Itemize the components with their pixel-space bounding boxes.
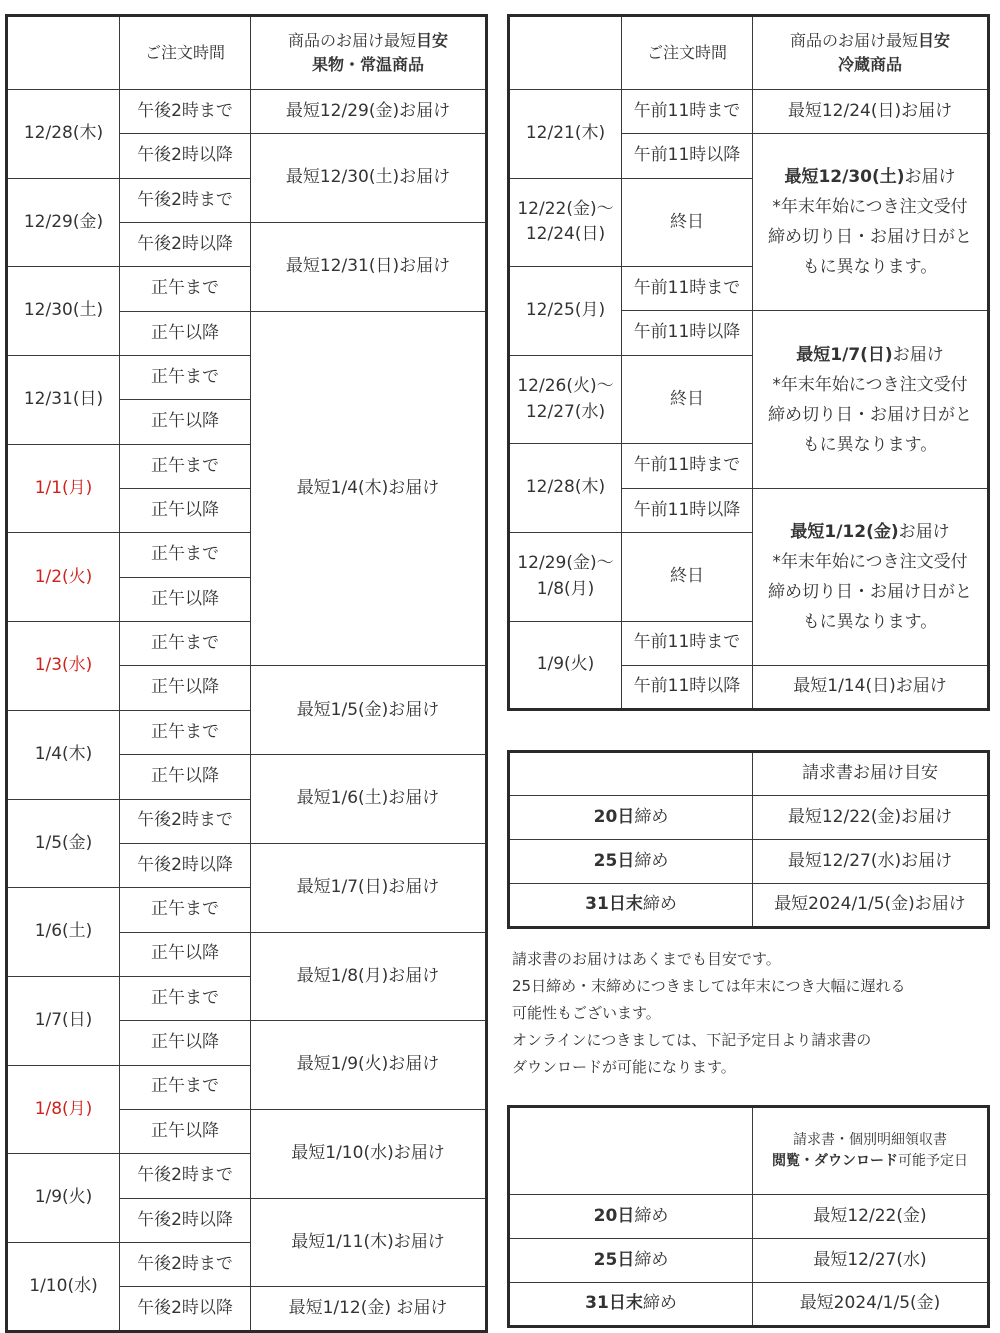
order-date-cell: 12/30(土): [7, 267, 120, 356]
order-date-line: 1/9(火): [536, 654, 595, 675]
closing-row: [509, 840, 989, 884]
closing-value-cell: 最短12/27(水): [753, 1239, 989, 1283]
header-category: 冷蔵商品: [837, 55, 902, 74]
closing-row: [509, 884, 989, 928]
order-time-cell: 正午以降: [120, 489, 251, 533]
closing-day-bold: 20日: [593, 1205, 635, 1226]
closing-value-cell: 最短12/27(水)お届け: [753, 840, 989, 884]
delivery-date-bold: 最短12/30(土): [784, 167, 905, 188]
order-time-cell: 午前11時まで: [622, 444, 753, 488]
delivery-suffix: お届け: [892, 344, 944, 365]
order-time-cell: 午後2時まで: [120, 799, 251, 843]
order-date-line: 12/25(月): [525, 300, 606, 321]
order-date-line: 12/28(木): [525, 477, 606, 498]
delivery-date-cell: 最短1/14(日)お届け: [753, 665, 989, 709]
order-date-line: 12/21(木): [525, 123, 606, 144]
order-time-cell: 終日: [622, 178, 753, 267]
header-blank: [7, 16, 120, 90]
closing-day-cell: [509, 1239, 753, 1283]
order-time-cell: 正午まで: [120, 533, 251, 577]
order-date-cell: 1/1(月): [7, 444, 120, 533]
order-date-cell: [509, 621, 622, 710]
delivery-date-bold: 最短1/7(日): [796, 344, 893, 365]
order-date-cell: 1/7(日): [7, 976, 120, 1065]
delivery-date-cell: 最短1/10(水)お届け: [251, 1109, 487, 1198]
delivery-note-line: もに異なります。: [802, 434, 938, 455]
order-time-cell: 午後2時以降: [120, 1287, 251, 1331]
order-date-line: 1/8(月): [536, 578, 595, 599]
delivery-date-cell: 最短12/30(土)お届け: [251, 134, 487, 223]
delivery-date-cell: 最短12/31(日)お届け: [251, 223, 487, 312]
delivery-main-line: [753, 162, 987, 192]
order-time-cell: 正午以降: [120, 311, 251, 355]
order-time-cell: 正午まで: [120, 710, 251, 754]
delivery-main-line: [753, 340, 987, 370]
order-date-cell: [509, 355, 622, 444]
delivery-date-cell: 最短1/11(木)お届け: [251, 1198, 487, 1287]
order-time-cell: 正午以降: [120, 400, 251, 444]
closing-value-cell: 最短2024/1/5(金)お届け: [753, 884, 989, 928]
closing-day-cell: [509, 1195, 753, 1239]
order-date-cell: 1/8(月): [7, 1065, 120, 1154]
delivery-date-bold: 最短1/12(金): [790, 521, 899, 542]
header-delivery-bold: 目安: [416, 31, 449, 50]
order-date-line: 12/26(火)～: [517, 376, 614, 397]
closing-day-cell: [509, 840, 753, 884]
delivery-main-line: [753, 517, 987, 547]
order-time-cell: 正午まで: [120, 267, 251, 311]
chilled-delivery-schedule-table: [507, 14, 990, 711]
delivery-suffix: お届け: [898, 521, 950, 542]
delivery-note-line: もに異なります。: [802, 611, 938, 632]
order-time-cell: 終日: [622, 532, 753, 621]
order-date-cell: [509, 444, 622, 533]
order-time-cell: 午前11時以降: [622, 134, 753, 178]
order-time-cell: 正午まで: [120, 888, 251, 932]
order-date-cell: 1/2(火): [7, 533, 120, 622]
closing-day-suffix: 締め: [642, 894, 677, 915]
delivery-date-cell: [753, 488, 989, 665]
note-line: 25日締め・末締めにつきましては年末につき大幅に遅れる: [512, 977, 906, 995]
fruit-delivery-schedule-table: [5, 14, 488, 1333]
invoice-delivery-table: [507, 750, 990, 929]
delivery-date-cell: [753, 134, 989, 311]
order-time-cell: 午前11時以降: [622, 311, 753, 355]
closing-day-suffix: 締め: [634, 1249, 669, 1270]
closing-row: [509, 1283, 989, 1327]
delivery-date-cell: 最短1/4(木)お届け: [251, 311, 487, 666]
header-order-time: ご注文時間: [120, 16, 251, 90]
closing-day-bold: 25日: [593, 850, 635, 871]
delivery-note-line: 締め切り日・お届け日がと: [768, 404, 972, 425]
download-header: [753, 1107, 989, 1195]
download-header-blank: [509, 1107, 753, 1195]
order-date-cell: 1/3(水): [7, 622, 120, 711]
delivery-note-line: 締め切り日・お届け日がと: [768, 227, 972, 248]
closing-row: [509, 1239, 989, 1283]
order-date-cell: [509, 267, 622, 356]
closing-day-bold: 25日: [593, 1249, 635, 1270]
delivery-note-line: *年末年始につき注文受付: [772, 551, 968, 572]
invoice-download-table: [507, 1105, 990, 1328]
order-time-cell: 午後2時まで: [120, 178, 251, 222]
closing-day-cell: [509, 796, 753, 840]
order-date-cell: 1/9(火): [7, 1154, 120, 1243]
closing-day-bold: 31日末: [585, 894, 643, 915]
order-date-cell: 12/29(金): [7, 178, 120, 267]
header-order-time: ご注文時間: [622, 16, 753, 90]
order-date-line: 12/24(日): [525, 224, 606, 245]
order-time-cell: 正午まで: [120, 976, 251, 1020]
delivery-date-cell: 最短1/8(月)お届け: [251, 932, 487, 1021]
order-date-cell: 1/10(水): [7, 1242, 120, 1331]
closing-day-suffix: 締め: [634, 806, 669, 827]
order-time-cell: 正午まで: [120, 1065, 251, 1109]
delivery-date-cell: 最短1/5(金)お届け: [251, 666, 487, 755]
closing-day-bold: 31日末: [585, 1293, 643, 1314]
header-delivery-bold: 目安: [918, 31, 951, 50]
header-delivery: [753, 16, 989, 90]
header-delivery-line1: 商品のお届け最短: [789, 31, 918, 50]
delivery-date-cell: 最短1/9(火)お届け: [251, 1021, 487, 1110]
closing-day-suffix: 締め: [634, 850, 669, 871]
invoice-header: 請求書お届け目安: [753, 752, 989, 796]
order-time-cell: 午後2時以降: [120, 134, 251, 178]
delivery-date-cell: [753, 311, 989, 488]
header-delivery-line1: 商品のお届け最短: [287, 31, 416, 50]
order-date-cell: 12/31(日): [7, 356, 120, 445]
order-time-cell: 正午以降: [120, 666, 251, 710]
note-line: ダウンロードが可能になります。: [512, 1058, 736, 1076]
header-delivery: [251, 16, 487, 90]
order-time-cell: 午後2時以降: [120, 223, 251, 267]
order-date-cell: [509, 90, 622, 179]
delivery-date-cell: 最短12/29(金)お届け: [251, 90, 487, 134]
delivery-note-line: *年末年始につき注文受付: [772, 197, 968, 218]
note-line: オンラインにつきましては、下記予定日より請求書の: [512, 1031, 872, 1049]
order-date-cell: 1/5(金): [7, 799, 120, 888]
delivery-date-cell: 最短1/7(日)お届け: [251, 843, 487, 932]
order-date-cell: [509, 532, 622, 621]
delivery-note-line: 締め切り日・お届け日がと: [768, 581, 972, 602]
order-time-cell: 正午以降: [120, 755, 251, 799]
order-time-cell: 正午以降: [120, 932, 251, 976]
closing-day-cell: [509, 1283, 753, 1327]
closing-row: [509, 1195, 989, 1239]
order-time-cell: 正午まで: [120, 622, 251, 666]
order-time-cell: 正午以降: [120, 577, 251, 621]
closing-value-cell: 最短12/22(金)お届け: [753, 796, 989, 840]
delivery-date-cell: 最短1/12(金) お届け: [251, 1287, 487, 1331]
order-date-cell: [509, 178, 622, 267]
order-time-cell: 正午以降: [120, 1021, 251, 1065]
order-time-cell: 正午まで: [120, 356, 251, 400]
order-time-cell: 午後2時以降: [120, 1198, 251, 1242]
closing-row: [509, 796, 989, 840]
order-date-line: 12/29(金)～: [517, 553, 614, 574]
order-time-cell: 正午以降: [120, 1109, 251, 1153]
note-line: 請求書のお届けはあくまでも目安です。: [512, 950, 781, 968]
schedule-row: [509, 90, 989, 134]
order-time-cell: 午後2時まで: [120, 90, 251, 134]
closing-day-suffix: 締め: [634, 1205, 669, 1226]
order-time-cell: 午後2時まで: [120, 1242, 251, 1286]
header-category: 果物・常温商品: [311, 55, 424, 74]
closing-day-bold: 20日: [593, 806, 635, 827]
download-header-rest: 可能予定日: [898, 1153, 968, 1169]
order-date-cell: 12/28(木): [7, 90, 120, 179]
order-date-line: 12/22(金)～: [517, 198, 614, 219]
order-date-cell: 1/4(木): [7, 710, 120, 799]
closing-value-cell: 最短12/22(金): [753, 1195, 989, 1239]
order-time-cell: 午前11時以降: [622, 665, 753, 709]
delivery-suffix: お届け: [904, 167, 956, 188]
order-time-cell: 午前11時まで: [622, 621, 753, 665]
note-line: 可能性もございます。: [512, 1004, 661, 1022]
delivery-date-cell: 最短12/24(日)お届け: [753, 90, 989, 134]
invoice-notes: [512, 946, 982, 1081]
delivery-note-line: もに異なります。: [802, 257, 938, 278]
order-time-cell: 午後2時まで: [120, 1154, 251, 1198]
order-time-cell: 午前11時以降: [622, 488, 753, 532]
order-date-cell: 1/6(土): [7, 888, 120, 977]
closing-day-suffix: 締め: [642, 1293, 677, 1314]
order-time-cell: 午後2時以降: [120, 843, 251, 887]
closing-day-cell: [509, 884, 753, 928]
download-header-bold: 閲覧・ダウンロード: [772, 1153, 898, 1169]
order-time-cell: 終日: [622, 355, 753, 444]
delivery-note-line: *年末年始につき注文受付: [772, 374, 968, 395]
invoice-header-blank: [509, 752, 753, 796]
order-time-cell: 午前11時まで: [622, 267, 753, 311]
order-time-cell: 午前11時まで: [622, 90, 753, 134]
order-date-line: 12/27(水): [525, 401, 606, 422]
delivery-date-cell: 最短1/6(土)お届け: [251, 755, 487, 844]
closing-value-cell: 最短2024/1/5(金): [753, 1283, 989, 1327]
order-time-cell: 正午まで: [120, 444, 251, 488]
header-blank: [509, 16, 622, 90]
download-header-line1: 請求書・個別明細領収書: [793, 1132, 947, 1148]
schedule-row: [7, 90, 487, 134]
